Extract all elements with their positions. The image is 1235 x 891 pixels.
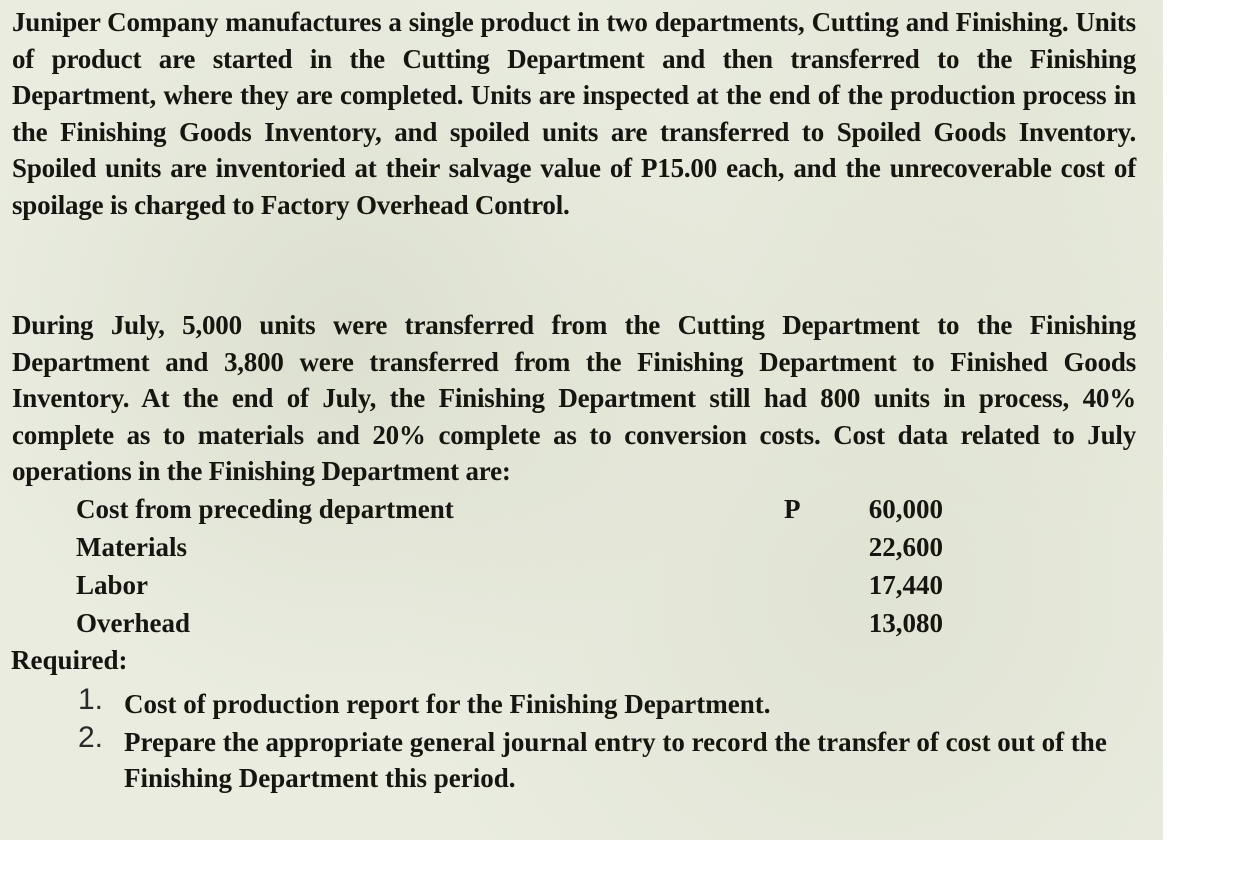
required-item-2 xyxy=(78,721,1138,796)
required-list xyxy=(78,683,1138,798)
problem-paragraph-2: During July, 5,000 units were transferred from the Cutting Department to the Finishing Department and 3,800 were transferred from the Finishing Department to Finished Goods Inventory. At the end of July, the Finishing Department still had 800 units in process, 40% complete as to materials and 20% complete as to conversion costs. Cost data related to July operations in the Finishing Department are: xyxy=(12,310,1136,486)
cost-row-labor xyxy=(76,567,946,605)
cost-row-overhead xyxy=(76,605,946,643)
cost-data-table xyxy=(76,491,946,643)
currency-symbol: P xyxy=(784,494,801,524)
cost-amount: 17,440 xyxy=(868,570,943,600)
cost-row-materials xyxy=(76,529,946,567)
cost-label: Labor xyxy=(76,570,149,600)
cost-amount: 13,080 xyxy=(868,608,943,638)
cost-label: Cost from preceding department xyxy=(76,494,454,524)
required-item-number: 1. xyxy=(78,683,104,716)
problem-paragraph-1: Juniper Company manufactures a single product in two departments, Cutting and Finishing. Units of product are started in the Cutting Department and then transferred to the Finishing Department, where they are completed. Units are inspected at the end of the production process in the Finishing Goods Inventory, and spoiled units are transferred to Spoiled Goods Inventory. Spoiled units are inventoried at their salvage value of P15.00 each, and the unrecoverable cost of spoilage is charged to Factory Overhead Control. xyxy=(12,7,1136,220)
cost-label: Materials xyxy=(76,532,187,562)
required-item-text: Prepare the appropriate general journal entry to record the transfer of cost out of the Finishing Department this period. xyxy=(124,727,1107,793)
required-item-number: 2. xyxy=(78,721,104,754)
required-heading: Required: xyxy=(11,645,128,675)
cost-amount: 22,600 xyxy=(868,532,943,562)
cost-row-preceding-department xyxy=(76,491,946,529)
required-item-1 xyxy=(78,683,1138,722)
cost-amount: 60,000 xyxy=(868,494,943,524)
required-item-text: Cost of production report for the Finishing Department. xyxy=(124,689,771,719)
cost-label: Overhead xyxy=(76,608,190,638)
